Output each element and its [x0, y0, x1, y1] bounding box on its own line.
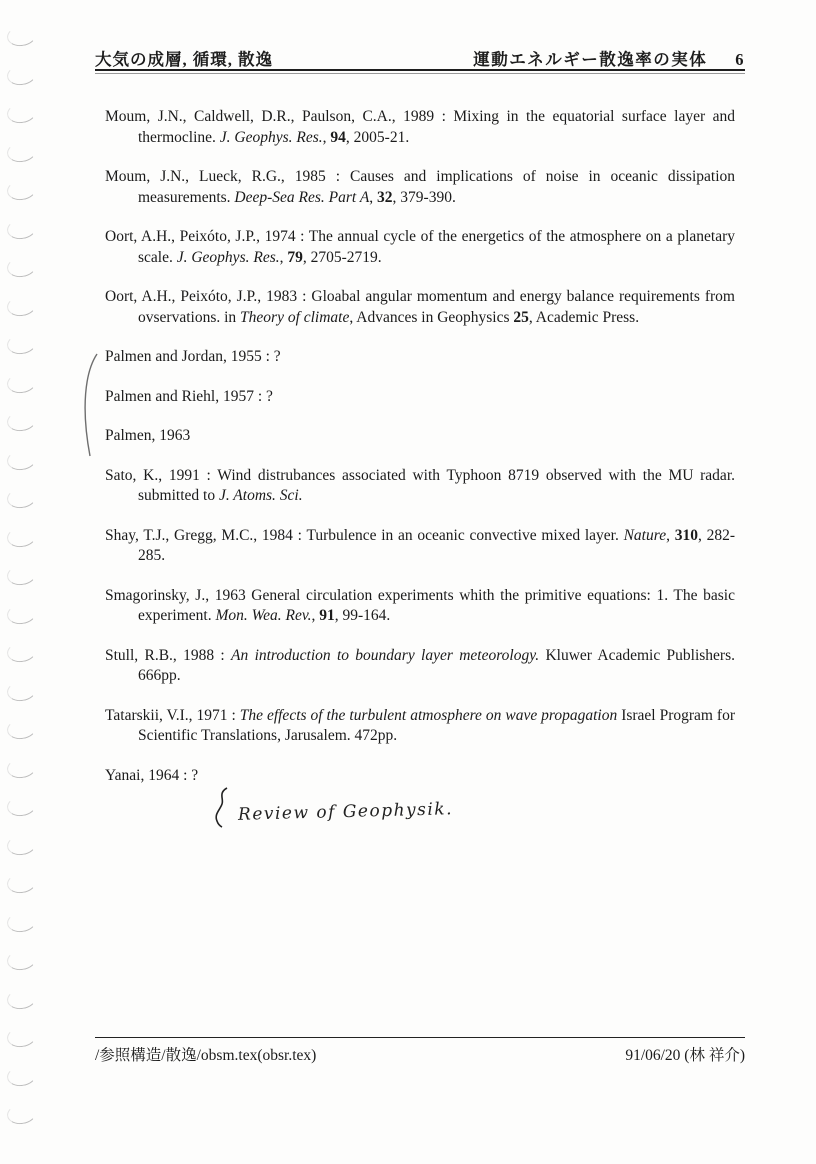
header-rule: [95, 69, 745, 74]
reference-text-segment: Smagorinsky, J., 1963 General circulation experiments whith the primitive equations: 1. The basic experiment.: [105, 586, 735, 624]
binding-hole-icon: [6, 910, 38, 934]
reference-entry: [105, 706, 735, 747]
reference-entry: [105, 466, 735, 507]
binding-hole-icon: [6, 1064, 38, 1088]
reference-text-segment: Mon. Wea. Rev.: [215, 607, 312, 624]
binding-hole-icon: [6, 178, 38, 202]
reference-text-segment: 310: [674, 526, 698, 544]
binding-hole-icon: [6, 602, 38, 626]
header-right-title: 運動エネルギー散逸率の実体: [473, 50, 708, 69]
binding-hole-icon: [6, 486, 38, 510]
reference-text-segment: 79: [287, 248, 303, 266]
binding-hole-icon: [6, 332, 38, 356]
binding-hole-icon: [6, 756, 38, 780]
reference-text-segment: Palmen and Riehl, 1957 : ?: [105, 387, 273, 405]
reference-entry: [105, 526, 735, 567]
reference-text-segment: The effects of the turbulent atmosphere on wave propagation: [239, 706, 618, 724]
reference-text-segment: ,: [369, 188, 378, 206]
binding-hole-icon: [6, 871, 38, 895]
reference-text-segment: , 99-164.: [334, 607, 391, 624]
reference-text-segment: 94: [330, 128, 346, 146]
reference-text-segment: Shay, T.J., Gregg, M.C., 1984 : Turbulence in an oceanic convective mixed layer.: [105, 526, 624, 544]
reference-text-segment: , 379-390.: [392, 188, 456, 206]
binding-hole-icon: [6, 948, 38, 972]
reference-text-segment: ,: [666, 526, 675, 544]
reference-text-segment: ,: [322, 128, 331, 146]
reference-text-segment: 91: [319, 607, 335, 624]
header-right: [473, 46, 745, 70]
handwritten-brace-icon: [210, 785, 236, 831]
reference-entry: [105, 107, 735, 148]
binding-hole-icon: [6, 717, 38, 741]
binding-hole-icon: [6, 371, 38, 395]
reference-entry: [105, 387, 735, 408]
reference-entry: [105, 426, 735, 447]
reference-text-segment: , Academic Press.: [528, 308, 640, 326]
binding-hole-icon: [6, 24, 38, 48]
binding-hole-icon: [6, 101, 38, 125]
reference-entry: [105, 347, 735, 368]
reference-text-segment: Israel Program for Scientific Translations, Jarusalem. 472pp.: [138, 706, 735, 744]
footer-file-path: /参照構造/散逸/obsm.tex(obsr.tex): [95, 1047, 317, 1064]
reference-text-segment: Kluwer Academic Publishers. 666pp.: [138, 646, 735, 684]
binding-hole-icon: [6, 1025, 38, 1049]
reference-entry: [105, 586, 735, 627]
page-header: [95, 46, 745, 70]
reference-list: [105, 107, 735, 805]
binding-hole-icon: [6, 63, 38, 87]
reference-text-segment: 32: [377, 188, 393, 206]
binding-hole-icon: [6, 525, 38, 549]
reference-entry: [105, 287, 735, 328]
reference-text-segment: An introduction to boundary layer meteorology.: [231, 646, 540, 664]
reference-text-segment: J. Geophys. Res.: [219, 128, 323, 146]
binding-hole-icon: [6, 794, 38, 818]
binding-hole-icon: [6, 448, 38, 472]
binding-hole-icon: [6, 987, 38, 1011]
reference-text-segment: , 282-285.: [138, 526, 735, 564]
handwritten-note-text: Review of Geophysik.: [237, 799, 454, 825]
reference-text-segment: Stull, R.B., 1988 :: [105, 646, 232, 664]
binding-hole-icon: [6, 563, 38, 587]
reference-text-segment: , Advances in Geophysics: [349, 308, 514, 326]
reference-text-segment: Yanai, 1964 : ?: [105, 766, 199, 784]
footer-date-author: 91/06/20 (林 祥介): [625, 1047, 745, 1064]
reference-text-segment: J. Atoms. Sci.: [218, 487, 303, 504]
reference-text-segment: Moum, J.N., Lueck, R.G., 1985 : Causes and implications of noise in oceanic dissipation measurements.: [105, 168, 735, 206]
reference-text-segment: Tatarskii, V.I., 1971 :: [105, 706, 240, 724]
binding-hole-icon: [6, 1102, 38, 1126]
binding-hole-icon: [6, 140, 38, 164]
reference-text-segment: Sato, K., 1991 : Wind distrubances associated with Typhoon 8719 observed with the MU radar. submitted to: [105, 466, 735, 504]
reference-text-segment: Oort, A.H., Peixóto, J.P., 1983 : Gloabal angular momentum and energy balance requirements from ovservations. in: [105, 288, 735, 326]
reference-text-segment: , 2705-2719.: [302, 248, 382, 266]
reference-text-segment: Palmen, 1963: [105, 427, 191, 444]
binding-hole-icon: [6, 833, 38, 857]
handwritten-parenthesis-mark: [78, 352, 102, 463]
reference-entry: [105, 766, 735, 787]
binding-hole-icon: [6, 640, 38, 664]
footer-rule: [95, 1037, 745, 1038]
reference-text-segment: Palmen and Jordan, 1955 : ?: [105, 348, 281, 365]
reference-text-segment: 25: [513, 308, 529, 326]
binding-hole-icon: [6, 409, 38, 433]
binding-hole-icon: [6, 294, 38, 318]
binding-hole-icon: [6, 217, 38, 241]
reference-text-segment: , 2005-21.: [345, 128, 410, 146]
spiral-binding: [0, 0, 52, 1164]
binding-hole-icon: [6, 679, 38, 703]
reference-text-segment: J. Geophys. Res.: [176, 248, 280, 266]
binding-hole-icon: [6, 255, 38, 279]
reference-text-segment: Oort, A.H., Peixóto, J.P., 1974 : The annual cycle of the energetics of the atmosphere on a planetary scale.: [105, 228, 735, 266]
reference-text-segment: Moum, J.N., Caldwell, D.R., Paulson, C.A., 1989 : Mixing in the equatorial surface layer and thermocline.: [105, 108, 735, 146]
reference-entry: [105, 227, 735, 268]
page-footer: [95, 1043, 745, 1065]
reference-entry: [105, 646, 735, 687]
reference-text-segment: Deep-Sea Res. Part A: [234, 188, 370, 206]
page-number: 6: [735, 50, 745, 69]
reference-entry: [105, 167, 735, 208]
reference-text-segment: ,: [311, 607, 320, 624]
header-left-title: 大気の成層, 循環, 散逸: [95, 50, 273, 69]
reference-text-segment: Theory of climate: [240, 308, 350, 326]
reference-text-segment: ,: [279, 248, 288, 266]
reference-text-segment: Nature: [623, 526, 667, 544]
